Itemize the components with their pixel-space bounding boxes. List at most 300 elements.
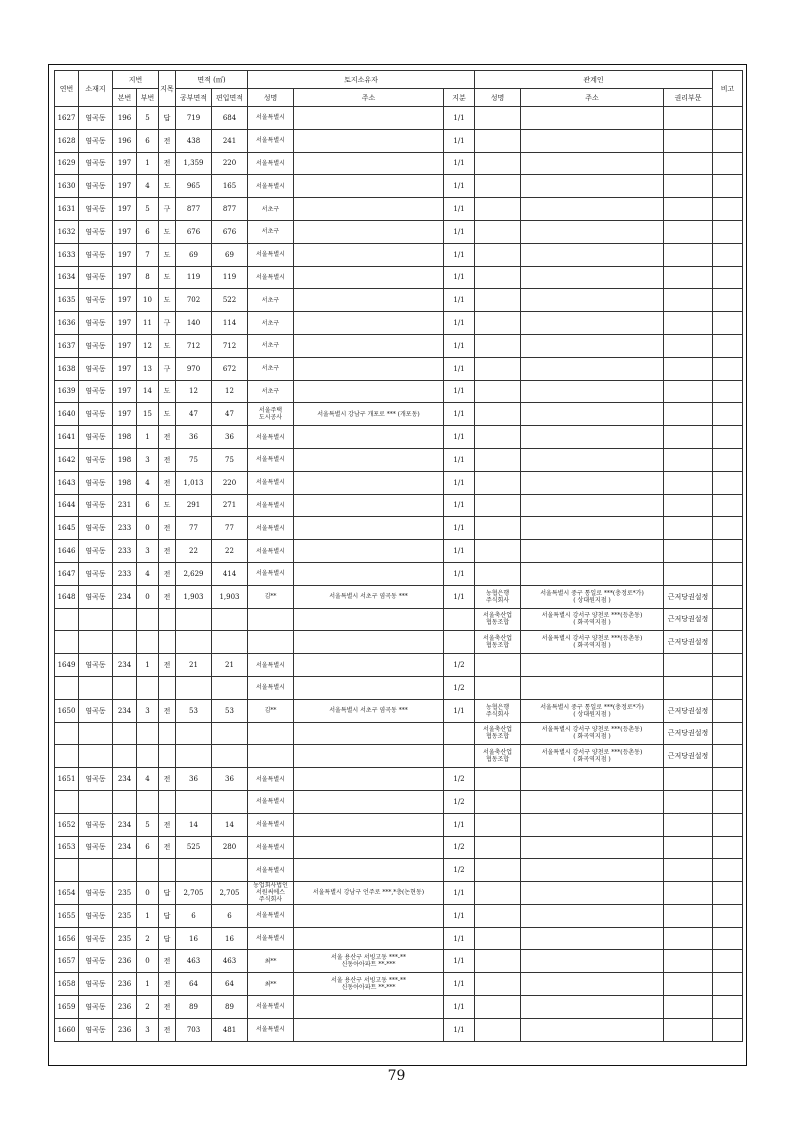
cell-share: 1/1 — [444, 220, 475, 243]
cell-yeonbeon — [55, 722, 79, 745]
cell-owner-addr — [294, 745, 444, 768]
cell-owner-name: 서초구 — [248, 289, 294, 312]
cell-rights-addr — [521, 1018, 664, 1041]
cell-bigo — [713, 107, 743, 130]
col-owner-group: 토지소유자 — [248, 71, 475, 89]
cell-yeonbeon: 1635 — [55, 289, 79, 312]
cell-rights-name — [475, 950, 521, 973]
cell-pyeonip: 16 — [212, 927, 248, 950]
cell-pyeonip: 75 — [212, 448, 248, 471]
cell-gongbu: 970 — [176, 357, 212, 380]
cell-gongbu: 965 — [176, 175, 212, 198]
cell-owner-name: 서초구 — [248, 220, 294, 243]
cell-sojaeji: 염곡동 — [79, 289, 113, 312]
cell-owner-name — [248, 722, 294, 745]
cell-owner-name — [248, 631, 294, 654]
cell-jimok: 전 — [159, 768, 176, 791]
cell-bigo — [713, 198, 743, 221]
col-myeonjeok: 면적 (㎡) — [176, 71, 248, 89]
cell-sojaeji: 염곡동 — [79, 585, 113, 608]
cell-rights-addr — [521, 266, 664, 289]
cell-sojaeji: 염곡동 — [79, 882, 113, 905]
cell-bubeon: 6 — [137, 494, 159, 517]
cell-jimok: 전 — [159, 426, 176, 449]
cell-share: 1/1 — [444, 540, 475, 563]
cell-rights-name — [475, 129, 521, 152]
cell-share: 1/1 — [444, 357, 475, 380]
cell-bonbeon: 236 — [113, 996, 137, 1019]
cell-yeonbeon: 1645 — [55, 517, 79, 540]
table-row — [55, 927, 743, 950]
cell-bigo — [713, 859, 743, 882]
cell-rights-type — [664, 904, 713, 927]
cell-owner-name: 최** — [248, 973, 294, 996]
cell-share: 1/1 — [444, 517, 475, 540]
cell-rights-name — [475, 220, 521, 243]
cell-rights-addr — [521, 540, 664, 563]
cell-pyeonip: 676 — [212, 220, 248, 243]
cell-gongbu — [176, 608, 212, 631]
cell-sojaeji: 염곡동 — [79, 107, 113, 130]
cell-rights-type — [664, 654, 713, 677]
cell-pyeonip: 220 — [212, 471, 248, 494]
cell-owner-name: 서울특별시 — [248, 768, 294, 791]
cell-rights-name — [475, 175, 521, 198]
cell-share: 1/1 — [444, 403, 475, 426]
cell-owner-name: 농업회사법인 서원써에스 주식회사 — [248, 882, 294, 905]
table-row — [55, 312, 743, 335]
col-rights-group: 관계인 — [475, 71, 713, 89]
cell-rights-addr — [521, 152, 664, 175]
cell-yeonbeon: 1651 — [55, 768, 79, 791]
cell-sojaeji: 염곡동 — [79, 334, 113, 357]
cell-sojaeji: 염곡동 — [79, 699, 113, 722]
cell-owner-addr — [294, 859, 444, 882]
col-rights-name: 성명 — [475, 89, 521, 107]
col-bonbeon: 본번 — [113, 89, 137, 107]
cell-rights-addr — [521, 380, 664, 403]
cell-jimok: 전 — [159, 562, 176, 585]
cell-jimok: 도 — [159, 403, 176, 426]
cell-pyeonip: 271 — [212, 494, 248, 517]
cell-share: 1/1 — [444, 699, 475, 722]
cell-share: 1/1 — [444, 243, 475, 266]
cell-bigo — [713, 973, 743, 996]
cell-bubeon: 1 — [137, 654, 159, 677]
cell-bonbeon: 197 — [113, 380, 137, 403]
cell-bonbeon: 236 — [113, 950, 137, 973]
cell-share: 1/1 — [444, 107, 475, 130]
cell-gongbu — [176, 722, 212, 745]
table-body — [55, 107, 743, 1042]
cell-rights-type — [664, 334, 713, 357]
cell-share: 1/1 — [444, 950, 475, 973]
cell-rights-name — [475, 517, 521, 540]
cell-bubeon: 13 — [137, 357, 159, 380]
cell-owner-addr — [294, 517, 444, 540]
cell-bigo — [713, 540, 743, 563]
cell-bigo — [713, 654, 743, 677]
cell-bonbeon: 235 — [113, 927, 137, 950]
cell-rights-name — [475, 152, 521, 175]
table-row — [55, 654, 743, 677]
cell-owner-name: 김** — [248, 585, 294, 608]
cell-rights-type — [664, 676, 713, 699]
cell-yeonbeon — [55, 790, 79, 813]
cell-owner-name: 서울특별시 — [248, 676, 294, 699]
cell-pyeonip: 21 — [212, 654, 248, 677]
cell-sojaeji: 염곡동 — [79, 1018, 113, 1041]
cell-rights-type — [664, 357, 713, 380]
cell-sojaeji: 염곡동 — [79, 175, 113, 198]
cell-share: 1/1 — [444, 585, 475, 608]
cell-bigo — [713, 312, 743, 335]
cell-sojaeji: 염곡동 — [79, 494, 113, 517]
cell-owner-name: 서초구 — [248, 334, 294, 357]
cell-bigo — [713, 129, 743, 152]
cell-jimok — [159, 790, 176, 813]
cell-rights-addr — [521, 198, 664, 221]
cell-share: 1/1 — [444, 312, 475, 335]
cell-owner-name: 서초구 — [248, 380, 294, 403]
cell-jimok — [159, 859, 176, 882]
table-row — [55, 608, 743, 631]
cell-owner-addr — [294, 380, 444, 403]
cell-rights-name — [475, 859, 521, 882]
cell-rights-type — [664, 927, 713, 950]
cell-owner-addr — [294, 927, 444, 950]
cell-rights-addr — [521, 107, 664, 130]
cell-bubeon: 12 — [137, 334, 159, 357]
cell-gongbu: 712 — [176, 334, 212, 357]
cell-bigo — [713, 950, 743, 973]
table-row — [55, 768, 743, 791]
cell-rights-name — [475, 448, 521, 471]
table-row — [55, 585, 743, 608]
cell-rights-name: 서울축산업 협동조합 — [475, 722, 521, 745]
cell-rights-addr: 서울특별시 강서구 양천로 ***(등촌동) ( 화곡역지점 ) — [521, 608, 664, 631]
cell-share: 1/1 — [444, 448, 475, 471]
cell-rights-addr — [521, 448, 664, 471]
cell-owner-name: 서울특별시 — [248, 540, 294, 563]
cell-rights-type — [664, 836, 713, 859]
cell-bubeon: 2 — [137, 927, 159, 950]
cell-rights-type: 근저당권설정 — [664, 699, 713, 722]
cell-pyeonip: 414 — [212, 562, 248, 585]
cell-bigo — [713, 380, 743, 403]
cell-bigo — [713, 768, 743, 791]
cell-bonbeon: 233 — [113, 517, 137, 540]
cell-gongbu: 53 — [176, 699, 212, 722]
cell-owner-addr — [294, 813, 444, 836]
cell-bubeon: 4 — [137, 768, 159, 791]
cell-jimok: 도 — [159, 289, 176, 312]
cell-bubeon: 5 — [137, 198, 159, 221]
cell-bigo — [713, 904, 743, 927]
cell-bigo — [713, 403, 743, 426]
table-row — [55, 380, 743, 403]
cell-sojaeji: 염곡동 — [79, 220, 113, 243]
cell-pyeonip: 36 — [212, 768, 248, 791]
cell-rights-addr: 서울특별시 강서구 양천로 ***(등촌동) ( 화곡역지점 ) — [521, 745, 664, 768]
col-share: 지분 — [444, 89, 475, 107]
cell-bonbeon: 198 — [113, 426, 137, 449]
cell-bubeon: 0 — [137, 585, 159, 608]
cell-jimok: 도 — [159, 494, 176, 517]
cell-owner-addr — [294, 129, 444, 152]
cell-rights-name — [475, 289, 521, 312]
cell-rights-type: 근저당권설정 — [664, 631, 713, 654]
cell-owner-name: 서울특별시 — [248, 562, 294, 585]
cell-rights-type — [664, 198, 713, 221]
cell-gongbu: 119 — [176, 266, 212, 289]
cell-bubeon: 0 — [137, 882, 159, 905]
table-row — [55, 540, 743, 563]
cell-rights-type — [664, 790, 713, 813]
cell-rights-addr — [521, 996, 664, 1019]
cell-owner-addr — [294, 266, 444, 289]
cell-rights-addr — [521, 859, 664, 882]
cell-rights-addr — [521, 426, 664, 449]
table-row — [55, 220, 743, 243]
cell-bubeon — [137, 722, 159, 745]
cell-share: 1/1 — [444, 426, 475, 449]
cell-rights-addr — [521, 790, 664, 813]
cell-yeonbeon: 1660 — [55, 1018, 79, 1041]
cell-gongbu: 14 — [176, 813, 212, 836]
cell-sojaeji: 염곡동 — [79, 973, 113, 996]
cell-owner-addr — [294, 654, 444, 677]
cell-rights-name — [475, 927, 521, 950]
cell-sojaeji: 염곡동 — [79, 403, 113, 426]
cell-jimok: 전 — [159, 996, 176, 1019]
cell-rights-type — [664, 950, 713, 973]
cell-rights-type — [664, 426, 713, 449]
cell-rights-name: 농협은행 주식회사 — [475, 699, 521, 722]
cell-gongbu: 69 — [176, 243, 212, 266]
cell-jimok: 전 — [159, 813, 176, 836]
cell-owner-addr — [294, 904, 444, 927]
cell-rights-addr — [521, 836, 664, 859]
cell-owner-addr — [294, 790, 444, 813]
cell-yeonbeon — [55, 608, 79, 631]
cell-rights-type — [664, 266, 713, 289]
cell-gongbu: 75 — [176, 448, 212, 471]
cell-rights-addr — [521, 654, 664, 677]
cell-jimok: 도 — [159, 243, 176, 266]
cell-bonbeon — [113, 790, 137, 813]
cell-pyeonip — [212, 631, 248, 654]
cell-bubeon: 8 — [137, 266, 159, 289]
cell-rights-type — [664, 312, 713, 335]
col-bigo: 비고 — [713, 71, 743, 107]
cell-pyeonip: 463 — [212, 950, 248, 973]
cell-gongbu: 47 — [176, 403, 212, 426]
col-yeonbeon: 연번 — [55, 71, 79, 107]
col-owner-name: 성명 — [248, 89, 294, 107]
cell-bonbeon: 197 — [113, 403, 137, 426]
cell-jimok: 전 — [159, 585, 176, 608]
cell-pyeonip: 36 — [212, 426, 248, 449]
cell-jimok: 전 — [159, 152, 176, 175]
cell-pyeonip: 481 — [212, 1018, 248, 1041]
cell-pyeonip: 47 — [212, 403, 248, 426]
cell-share: 1/2 — [444, 654, 475, 677]
cell-sojaeji: 염곡동 — [79, 996, 113, 1019]
col-jibeon: 지번 — [113, 71, 159, 89]
cell-gongbu: 89 — [176, 996, 212, 1019]
cell-share: 1/2 — [444, 836, 475, 859]
cell-gongbu: 2,629 — [176, 562, 212, 585]
cell-share: 1/1 — [444, 1018, 475, 1041]
cell-gongbu: 291 — [176, 494, 212, 517]
cell-bubeon: 0 — [137, 517, 159, 540]
cell-yeonbeon: 1630 — [55, 175, 79, 198]
cell-share: 1/2 — [444, 676, 475, 699]
table-row — [55, 882, 743, 905]
cell-share: 1/1 — [444, 494, 475, 517]
cell-jimok — [159, 676, 176, 699]
cell-bubeon: 2 — [137, 996, 159, 1019]
cell-share — [444, 722, 475, 745]
cell-share: 1/1 — [444, 266, 475, 289]
cell-bonbeon: 196 — [113, 129, 137, 152]
page-number: 79 — [387, 1068, 406, 1084]
cell-pyeonip: 220 — [212, 152, 248, 175]
cell-rights-type — [664, 882, 713, 905]
cell-bubeon: 4 — [137, 471, 159, 494]
cell-jimok: 도 — [159, 380, 176, 403]
cell-yeonbeon: 1656 — [55, 927, 79, 950]
cell-gongbu: 1,013 — [176, 471, 212, 494]
cell-rights-name — [475, 882, 521, 905]
cell-pyeonip — [212, 745, 248, 768]
cell-gongbu — [176, 859, 212, 882]
table-row — [55, 631, 743, 654]
table-row — [55, 904, 743, 927]
cell-share: 1/1 — [444, 129, 475, 152]
cell-gongbu: 21 — [176, 654, 212, 677]
cell-gongbu: 703 — [176, 1018, 212, 1041]
table-row — [55, 494, 743, 517]
cell-yeonbeon — [55, 631, 79, 654]
cell-pyeonip: 53 — [212, 699, 248, 722]
cell-yeonbeon: 1629 — [55, 152, 79, 175]
cell-yeonbeon: 1654 — [55, 882, 79, 905]
cell-rights-type — [664, 768, 713, 791]
cell-yeonbeon: 1637 — [55, 334, 79, 357]
cell-rights-type — [664, 448, 713, 471]
cell-rights-addr — [521, 494, 664, 517]
cell-sojaeji: 염곡동 — [79, 768, 113, 791]
cell-yeonbeon: 1631 — [55, 198, 79, 221]
cell-bubeon: 3 — [137, 699, 159, 722]
cell-rights-type — [664, 471, 713, 494]
cell-share: 1/1 — [444, 198, 475, 221]
cell-owner-name: 서울특별시 — [248, 927, 294, 950]
cell-sojaeji: 염곡동 — [79, 357, 113, 380]
cell-rights-name — [475, 813, 521, 836]
cell-yeonbeon: 1659 — [55, 996, 79, 1019]
cell-owner-addr — [294, 220, 444, 243]
cell-rights-addr — [521, 562, 664, 585]
cell-rights-name — [475, 334, 521, 357]
cell-owner-name: 서초구 — [248, 312, 294, 335]
cell-gongbu: 438 — [176, 129, 212, 152]
cell-gongbu: 22 — [176, 540, 212, 563]
cell-bonbeon — [113, 859, 137, 882]
table-row — [55, 426, 743, 449]
cell-sojaeji: 염곡동 — [79, 562, 113, 585]
cell-jimok — [159, 608, 176, 631]
cell-owner-name: 서울특별시 — [248, 107, 294, 130]
cell-rights-name — [475, 1018, 521, 1041]
cell-owner-name: 서울특별시 — [248, 448, 294, 471]
cell-owner-addr — [294, 175, 444, 198]
cell-bigo — [713, 266, 743, 289]
cell-pyeonip: 77 — [212, 517, 248, 540]
cell-rights-addr — [521, 904, 664, 927]
cell-sojaeji: 염곡동 — [79, 813, 113, 836]
cell-bigo — [713, 220, 743, 243]
cell-sojaeji — [79, 631, 113, 654]
cell-sojaeji: 염곡동 — [79, 312, 113, 335]
table-row — [55, 836, 743, 859]
cell-bubeon — [137, 631, 159, 654]
cell-yeonbeon — [55, 745, 79, 768]
cell-owner-name: 서울주택 도시공사 — [248, 403, 294, 426]
cell-rights-addr — [521, 950, 664, 973]
cell-owner-addr — [294, 334, 444, 357]
cell-pyeonip: 12 — [212, 380, 248, 403]
cell-rights-addr — [521, 289, 664, 312]
cell-rights-addr — [521, 129, 664, 152]
cell-rights-name — [475, 768, 521, 791]
cell-sojaeji: 염곡동 — [79, 904, 113, 927]
cell-jimok: 전 — [159, 517, 176, 540]
cell-rights-name: 농협은행 주식회사 — [475, 585, 521, 608]
cell-rights-addr — [521, 334, 664, 357]
cell-bubeon: 3 — [137, 448, 159, 471]
cell-yeonbeon: 1639 — [55, 380, 79, 403]
table-row — [55, 403, 743, 426]
cell-pyeonip — [212, 608, 248, 631]
cell-yeonbeon: 1642 — [55, 448, 79, 471]
cell-bonbeon: 197 — [113, 243, 137, 266]
cell-sojaeji — [79, 722, 113, 745]
cell-rights-addr — [521, 403, 664, 426]
cell-owner-addr — [294, 996, 444, 1019]
cell-share: 1/1 — [444, 973, 475, 996]
cell-rights-name — [475, 904, 521, 927]
cell-bubeon: 5 — [137, 107, 159, 130]
cell-rights-addr — [521, 243, 664, 266]
cell-rights-addr — [521, 973, 664, 996]
cell-pyeonip: 89 — [212, 996, 248, 1019]
cell-bigo — [713, 517, 743, 540]
table-row — [55, 152, 743, 175]
cell-bigo — [713, 676, 743, 699]
cell-rights-type — [664, 973, 713, 996]
cell-bonbeon: 197 — [113, 334, 137, 357]
cell-bonbeon: 234 — [113, 585, 137, 608]
cell-owner-name: 서울특별시 — [248, 175, 294, 198]
cell-rights-type — [664, 494, 713, 517]
table-row — [55, 448, 743, 471]
cell-owner-name: 서울특별시 — [248, 152, 294, 175]
cell-rights-name — [475, 198, 521, 221]
cell-rights-type — [664, 1018, 713, 1041]
